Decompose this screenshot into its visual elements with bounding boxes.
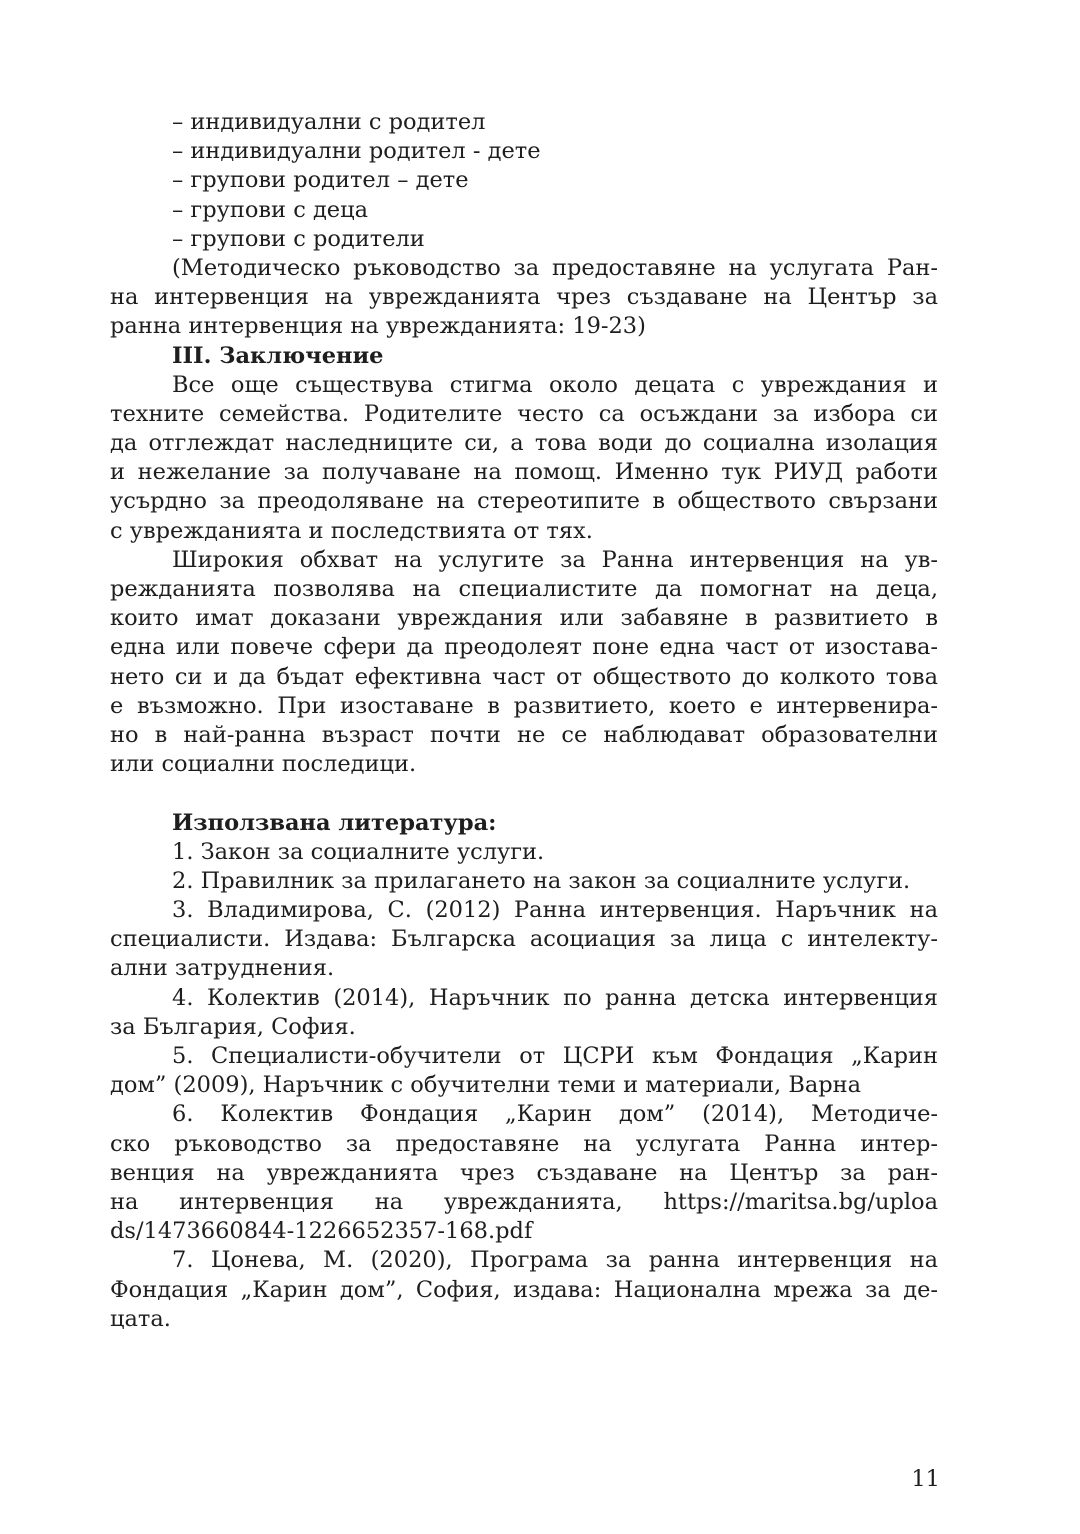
text-line: на интервенция на уврежданията чрез създаване на Център за xyxy=(110,284,938,311)
reference-2 xyxy=(110,867,938,896)
reference-6 xyxy=(110,1100,938,1246)
conclusion-heading: III. Заключение xyxy=(172,342,384,369)
text-line: специалисти. Издава: Българска асоциация за лица с интелекту- xyxy=(110,926,938,953)
text-line: или социални последици. xyxy=(110,751,417,778)
text-line: венция на уврежданията чрез създаване на Център за ран- xyxy=(110,1159,938,1186)
text-line: Широкия обхват на услугите за Ранна интервенция на ув- xyxy=(172,546,938,573)
text-line: една или повече сфери да преодолеят поне една част от изостава- xyxy=(110,634,938,661)
text-line: нето си и да бъдат ефективна част от обществото до колкото това xyxy=(110,663,938,690)
reference-5 xyxy=(110,1042,938,1100)
text-line: 5. Специалисти-обучители от ЦСРИ към Фондация „Карин xyxy=(172,1043,938,1069)
text-line: но в най-ранна възраст почти не се наблюдават образователни xyxy=(110,721,938,748)
list-item: – групови с деца xyxy=(172,196,368,223)
literature-heading: Използвана литература: xyxy=(172,809,497,836)
text-line: режданията позволява на специалистите да помогнат на деца, xyxy=(110,576,938,602)
reference-1 xyxy=(110,838,938,867)
text-line: 3. Владимирова, С. (2012) Ранна интервенция. Наръчник на xyxy=(172,897,938,924)
text-line: Фондация „Карин дом”, София, издава: Национална мрежа за де- xyxy=(110,1276,938,1303)
text-line: които имат доказани увреждания или забавяне в развитието в xyxy=(110,605,938,632)
text-line: да отглеждат наследниците си, а това води до социална изолация xyxy=(110,430,938,457)
conclusion-paragraph-2 xyxy=(110,546,938,780)
text-line: ско ръководство за предоставяне на услугата Ранна интер- xyxy=(110,1130,938,1157)
text-line: цата. xyxy=(110,1305,171,1332)
text-line: 6. Колектив Фондация „Карин дом” (2014), Методиче- xyxy=(172,1101,938,1128)
text-line: и нежелание за получаване на помощ. Именно тук РИУД работи xyxy=(110,459,938,486)
text-line: 2. Правилник за прилагането на закон за социалните услуги. xyxy=(172,867,911,894)
citation-paragraph xyxy=(110,254,938,342)
text-line: 4. Колектив (2014), Наръчник по ранна детска интервенция xyxy=(172,984,938,1011)
text-line: Все още съществува стигма около децата с увреждания и xyxy=(172,371,938,398)
list-item: – индивидуални с родител xyxy=(172,109,486,135)
list-item: – групови с родители xyxy=(172,225,425,252)
text-line: усърдно за преодоляване на стереотипите в обществото свързани xyxy=(110,488,938,515)
text-line: ds/1473660844-1226652357-168.pdf xyxy=(110,1218,533,1245)
text-line: 1. Закон за социалните услуги. xyxy=(172,838,545,865)
text-line: на интервенция на уврежданията, https://maritsa.bg/uploa xyxy=(110,1188,938,1215)
page-content xyxy=(110,108,938,1334)
list-item: – индивидуални родител - дете xyxy=(172,138,541,165)
reference-3 xyxy=(110,896,938,984)
page-number: 11 xyxy=(911,1466,940,1492)
text-line: ранна интервенция на уврежданията: 19-23) xyxy=(110,313,646,340)
text-line: техните семейства. Родителите често са осъждани за избора си xyxy=(110,400,938,427)
spacer xyxy=(110,779,938,808)
reference-7 xyxy=(110,1246,938,1334)
list-item: – групови родител – дете xyxy=(172,167,469,194)
text-line: ални затруднения. xyxy=(110,955,335,982)
reference-4 xyxy=(110,984,938,1042)
text-line: (Методическо ръководство за предоставяне на услугата Ран- xyxy=(172,254,938,281)
text-line: за България, София. xyxy=(110,1013,356,1040)
text-line: дом” (2009), Наръчник с обучителни теми и материали, Варна xyxy=(110,1072,862,1099)
intervention-forms-list xyxy=(110,108,938,254)
text-line: е възможно. При изоставане в развитието, което е интервенира- xyxy=(110,692,938,719)
text-line: с уврежданията и последствията от тях. xyxy=(110,517,593,544)
conclusion-paragraph-1 xyxy=(110,371,938,546)
text-line: 7. Цонева, М. (2020), Програма за ранна интервенция на xyxy=(172,1247,938,1274)
